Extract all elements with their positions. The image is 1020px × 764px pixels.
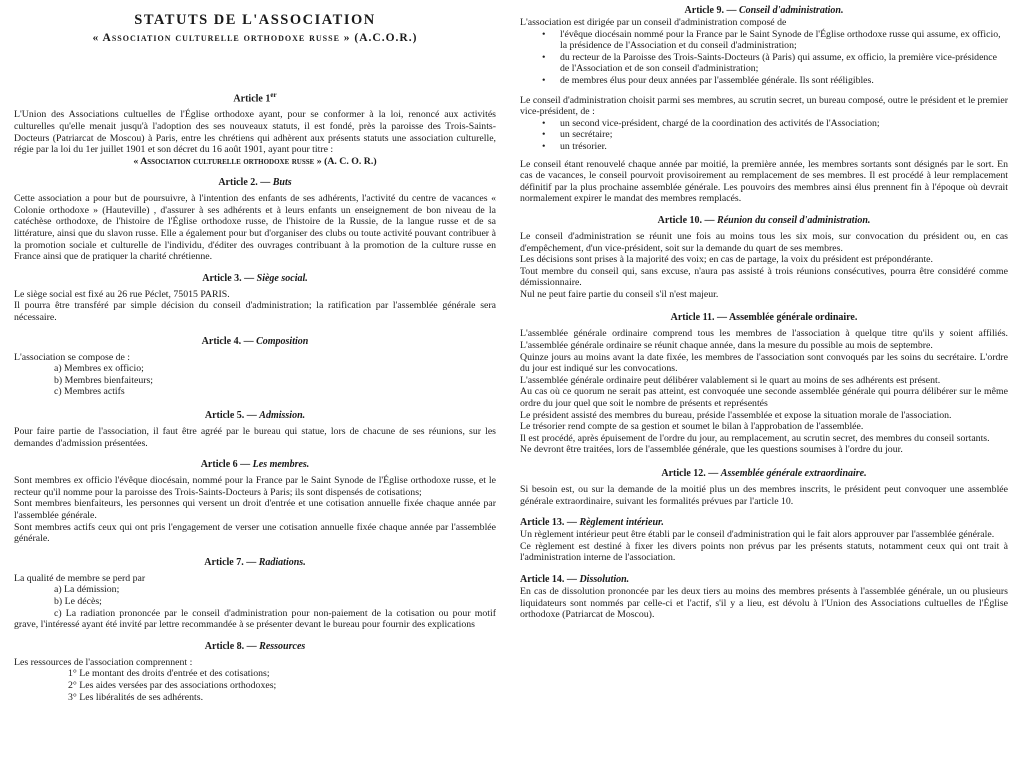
article-11	[520, 312, 1008, 456]
article-5-heading: Article 5. — Admission.	[204, 410, 306, 422]
article-11-heading: Article 11. — Assemblée générale ordinaire.	[670, 312, 858, 324]
article-3	[14, 273, 496, 324]
article-10-line: Les décisions sont prises à la majorité des voix; en cas de partage, la voix du président est prépondérante.	[520, 254, 933, 266]
article-10-line: Tout membre du conseil qui, sans excuse, n'aura pas assisté à trois réunions consécutives, pourra être considéré comme démissionnaire.	[520, 265, 1008, 289]
list-item: c) Membres actifs	[54, 386, 125, 398]
article-13	[520, 517, 1008, 564]
list-item: • un second vice-président, chargé de la coordination des activités de l'Association;	[520, 118, 1008, 130]
article-7-heading: Article 7. — Radiations.	[204, 556, 306, 568]
article-2	[14, 177, 496, 263]
article-12	[520, 468, 1008, 507]
article-4	[14, 336, 496, 398]
article-6-heading: Article 6 — Les membres.	[200, 459, 310, 471]
article-11-line: Au cas où ce quorum ne serait pas atteint, est convoquée une seconde assemblée générale qui pourra délibérer sur le même ordre du jour quel que soit le nombre de présents et représentés	[520, 386, 1008, 410]
article-14	[520, 574, 1008, 621]
article-10	[520, 215, 1008, 301]
article-6-text-2: Sont membres bienfaiteurs, les personnes qui versent un droit d'entrée et une cotisation annuelle fixée chaque année par l'assemblée générale.	[14, 498, 496, 521]
left-column	[14, 0, 496, 703]
list-item: 1° Le montant des droits d'entrée et des cotisations;	[68, 668, 270, 680]
article-3-text-1: Le siège social est fixé au 26 rue Péclet, 75015 PARIS.	[14, 288, 230, 300]
right-column	[520, 0, 1008, 621]
article-7	[14, 557, 496, 631]
article-2-text: Cette association a pour but de poursuivre, à l'intention des enfants de ses adhérents, l'activité du centre de vacances « Colonie orthodoxe » (Hauteville) , d'assurer à ses adhérents et à leurs enfants un enseignement de bon niveau de la catéchèse orthodoxe, de l'histoire de l'Église orthodoxe russe, de l'histoire de la Russie, de la langue russe et de sa littérature, ainsi que du slavon russe. Elle a également pour but d'organiser des clubs ou toute activité pouvant contribuer à la promotion sociale et culturelle de l'individu, d'éditer des ouvrages contribuant à la promotion de la culture russe en France ainsi que de pratiquer la charité chrétienne.	[14, 193, 496, 263]
article-12-text: Si besoin est, ou sur la demande de la moitié plus un des membres inscrits, le président peut convoquer une assemblée générale extraordinaire, suivant les formalités prévues par l'article 10.	[520, 484, 1008, 507]
article-1-text: L'Union des Associations cultuelles de l'Église orthodoxe ayant, pour se conformer à la loi, renoncé aux activités culturelles qu'elle menait jusqu'à l'adoption des ses nouveaux statuts, il est fondé, près la paroisse des Trois-Saints-Docteurs (Patriarcat de Moscou) à Paris, entre les chrétiens qui adhèrent aux présents statuts une association culturelle, régie par la loi du 1er juillet 1901 et son décret du 16 août 1901, ayant pour titre :	[14, 109, 496, 156]
article-6-text-1: Sont membres ex officio l'évêque diocésain, nommé pour la France par le Saint Synode de l'Église orthodoxe russe, et le recteur qu'il nomme pour la paroisse des Trois-Saints-Docteurs à Paris; ils sont dispensés de cotisations;	[14, 475, 496, 498]
article-9-text-2: Le conseil d'administration choisit parmi ses membres, au scrutin secret, un bureau composé, outre le président et le premier vice-président, de :	[520, 94, 1008, 118]
article-9-text: L'association est dirigée par un conseil d'administration composé de	[520, 17, 787, 28]
article-10-line: Le conseil d'administration se réunit une fois au moins tous les six mois, sur convocation du président ou, en cas d'empêchement, d'un vice-président, soit sur la demande du quart de ses membres.	[520, 230, 1008, 254]
bureau-list	[520, 118, 1008, 153]
article-12-heading: Article 12. — Assemblée générale extraordinaire.	[661, 468, 867, 479]
article-6	[14, 459, 496, 545]
article-4-heading: Article 4. — Composition	[201, 335, 309, 347]
list-item: • du recteur de la Paroisse des Trois-Saints-Docteurs (à Paris) qui assume, ex officio, la première vice-présidence de l'Association et de son conseil d'administration;	[520, 52, 1008, 75]
article-7-text: La qualité de membre se perd par	[14, 572, 146, 584]
list-item: • un trésorier.	[520, 141, 1008, 153]
article-9-heading: Article 9. — Conseil d'administration.	[684, 5, 844, 16]
article-1	[14, 89, 496, 167]
article-10-line: Nul ne peut faire partie du conseil s'il n'est majeur.	[520, 288, 719, 300]
resources-list	[14, 668, 496, 703]
article-13-text-2: Ce règlement est destiné à fixer les divers points non prévus par les présents statuts, notamment ceux qui ont trait à l'administration interne de l'association.	[520, 540, 1008, 564]
article-14-heading: Article 14. — Dissolution.	[520, 573, 630, 585]
article-5	[14, 410, 496, 449]
article-10-heading: Article 10. — Réunion du conseil d'administration.	[657, 214, 871, 226]
article-1-heading: Article 1er	[233, 91, 277, 105]
radiation-list	[14, 584, 496, 607]
list-item: • de membres élus pour deux années par l'assemblée générale. Ils sont rééligibles.	[520, 75, 1008, 87]
list-item: a) La démission;	[54, 584, 120, 596]
article-9	[520, 5, 1008, 205]
article-11-line: Il est procédé, après épuisement de l'ordre du jour, au remplacement, au scrutin secret, des membres du conseil sortants.	[520, 432, 990, 444]
member-categories-list	[14, 363, 496, 398]
list-item: • l'évêque diocésain nommé pour la France par le Saint Synode de l'Église orthodoxe russe qui assume, ex officio, la présidence de l'Association et du conseil d'administration;	[520, 29, 1008, 52]
list-item: b) Membres bienfaiteurs;	[54, 374, 154, 386]
article-6-text-3: Sont membres actifs ceux qui ont pris l'engagement de verser une cotisation annuelle fixée chaque année par l'assemblée générale.	[14, 521, 496, 545]
board-composition-list	[520, 29, 1008, 87]
article-13-text-1: Un règlement intérieur peut être établi par le conseil d'administration qui le fait alors approuver par l'assemblée générale.	[520, 529, 995, 541]
article-3-text-2: Il pourra être transféré par simple décision du conseil d'administration; la ratification par l'assemblée générale sera nécessaire.	[14, 300, 496, 324]
list-item: 2° Les aides versées par des associations orthodoxes;	[68, 679, 277, 691]
article-4-text: L'association se compose de :	[14, 351, 131, 363]
article-8	[14, 641, 496, 703]
list-item: • un secrétaire;	[520, 129, 1008, 141]
list-item: 3° Les libéralités de ses adhérents.	[68, 691, 204, 703]
article-7-item-c: c) La radiation prononcée par le conseil d'administration pour non-paiement de la cotisation ou pour motif grave, l'intéressé ayant été invité par lettre recommandée à se présenter devant le bureau pour fournir des explications	[14, 607, 496, 631]
article-5-text: Pour faire partie de l'association, il faut être agréé par le bureau qui statue, lors de chacune de ses réunions, sur les demandes d'admission présentées.	[14, 426, 496, 449]
article-11-line: Le président assisté des membres du bureau, préside l'assemblée et expose la situation morale de l'association.	[520, 409, 952, 421]
article-9-text-3: Le conseil étant renouvelé chaque année par moitié, la première année, les membres sortants sont désignés par le sort. En cas de vacances, le conseil pourvoit provisoirement au remplacement de ses membres. Il est procédé à leur remplacement définitif par la plus prochaine assemblée générale. Les pouvoirs des membres ainsi élus prennent fin à l'époque où devrait normalement expirer le mandat des membres remplacés.	[520, 158, 1008, 205]
article-11-line: L'assemblée générale ordinaire comprend tous les membres de l'association à quelque titre qu'ils y soient affiliés. L'assemblée générale ordinaire se réunit chaque année, dans la mesure du possible au mois de septembre.	[520, 328, 1008, 352]
list-item: a) Membres ex officio;	[54, 363, 144, 375]
article-11-line: Ne devront être traitées, lors de l'assemblée générale, que les questions soumises à l'ordre du jour.	[520, 444, 903, 456]
article-3-heading: Article 3. — Siège social.	[202, 272, 308, 284]
article-11-line: Le trésorier rend compte de sa gestion et soumet le bilan à l'approbation de l'assemblée.	[520, 421, 864, 433]
document-title: STATUTS DE L'ASSOCIATION	[134, 12, 376, 28]
list-item: b) Le décès;	[54, 595, 102, 607]
article-8-heading: Article 8. — Ressources	[204, 640, 306, 652]
article-14-text: En cas de dissolution prononcée par les deux tiers au moins des membres présents à l'assemblée générale, un ou plusieurs liquidateurs sont nommés par celle-ci et l'actif, s'il y a lieu, est dévolu à l'Union des Associations cultuelles de l'Église orthodoxe (Patriarcat de Moscou).	[520, 585, 1008, 621]
association-name: « Association culturelle orthodoxe russe » (A. C. O. R.)	[133, 155, 377, 167]
article-11-line: Quinze jours au moins avant la date fixée, les membres de l'association sont convoqués par les soins du secrétaire. L'ordre du jour est indiqué sur les convocations.	[520, 351, 1008, 375]
article-8-text: Les ressources de l'association comprennent :	[14, 656, 193, 668]
article-11-line: L'assemblée générale ordinaire peut délibérer valablement si le quart au moins de ses adhérents est présent.	[520, 374, 941, 386]
article-13-heading: Article 13. — Règlement intérieur.	[520, 517, 664, 529]
document-subtitle: « Association culturelle orthodoxe russe » (A.C.O.R.)	[92, 32, 418, 44]
article-2-heading: Article 2. — Buts	[218, 177, 292, 189]
